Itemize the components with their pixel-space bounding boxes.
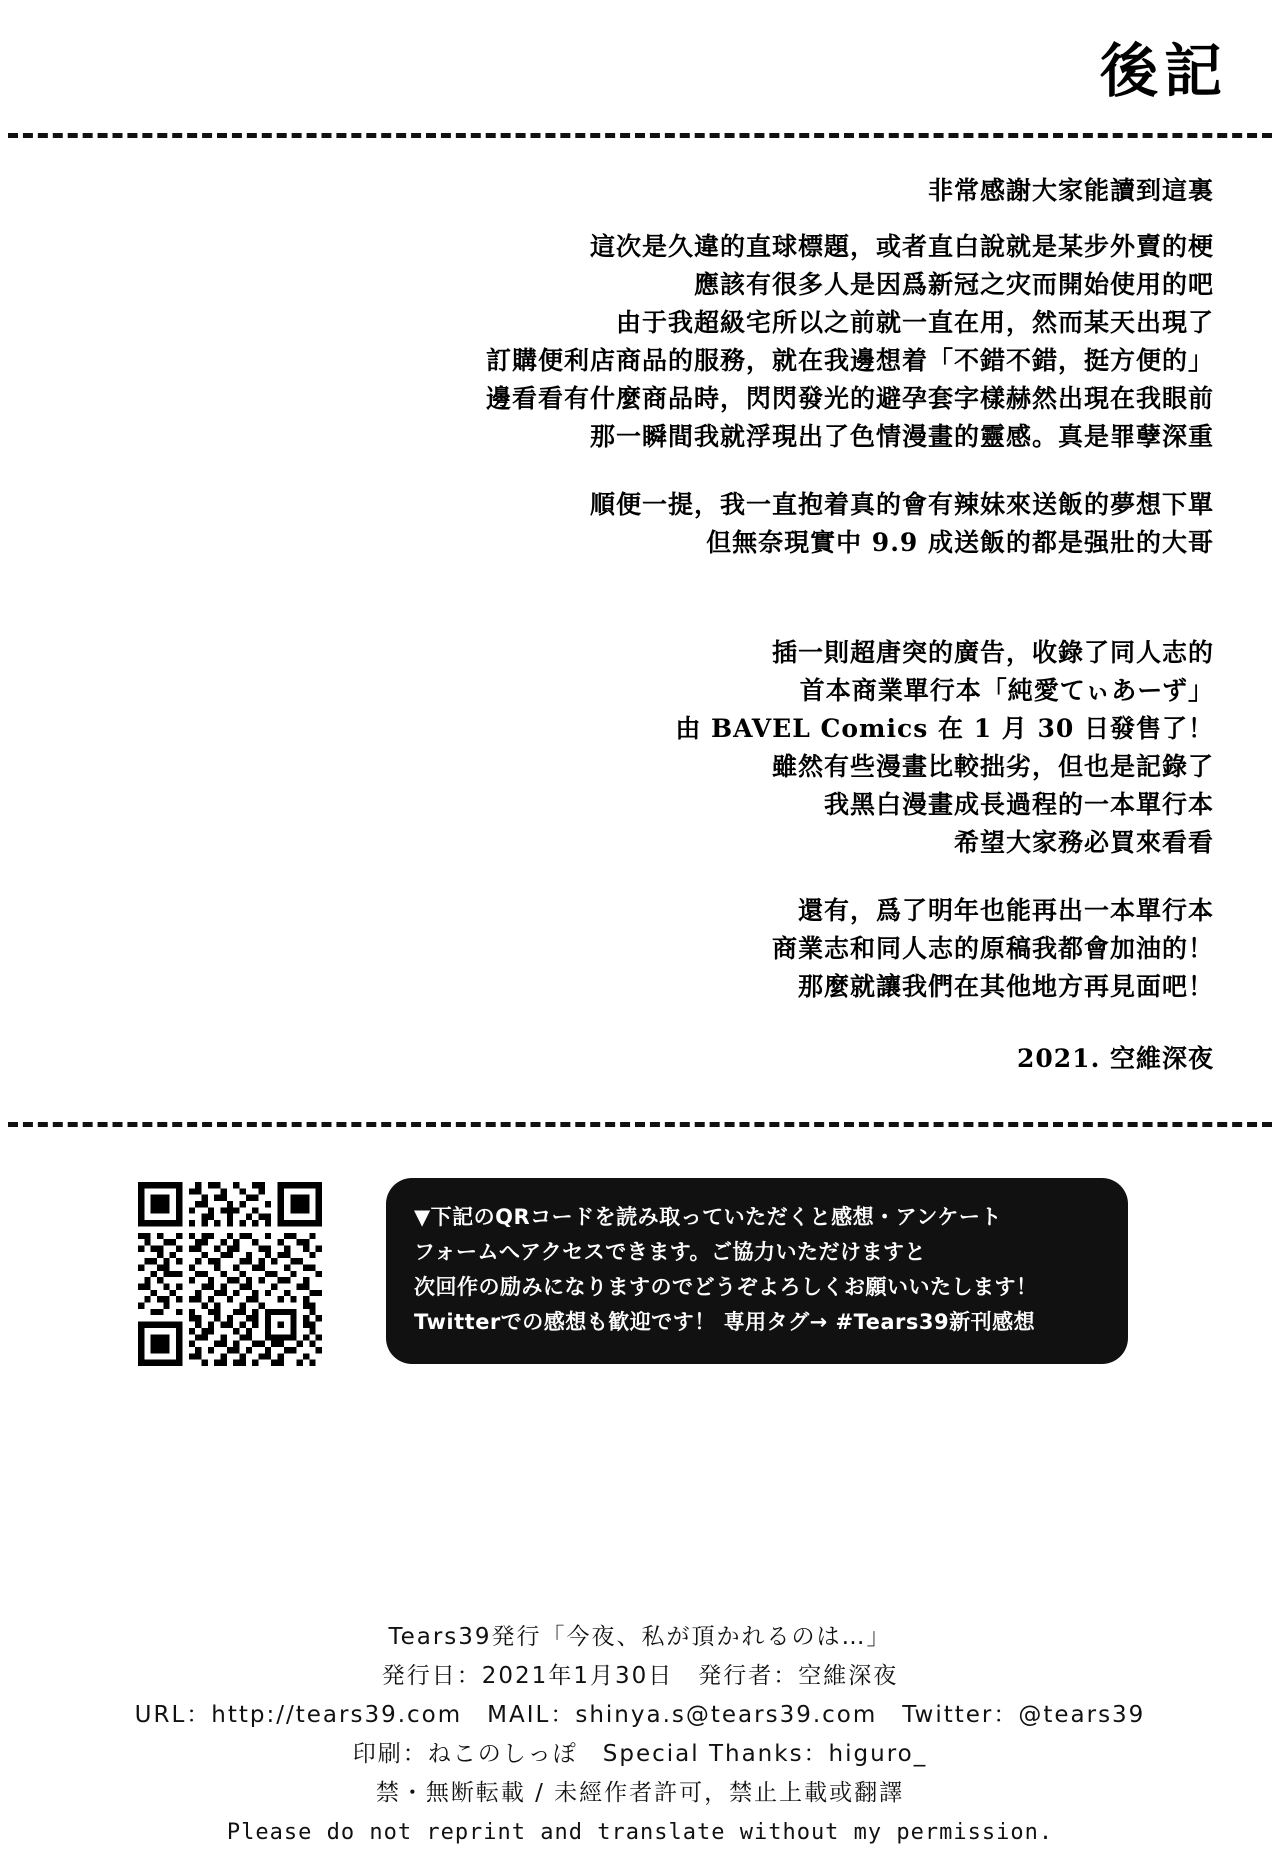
- paragraph-3-line-6: 希望大家務必買來看看: [953, 828, 1214, 857]
- colophon-date-line: 発行日：2021年1月30日 発行者：空維深夜: [381, 1663, 899, 1689]
- notice-line-2: フォームへアクセスできます。ご協力いただけますと: [414, 1240, 927, 1264]
- paragraph-2-line-2: 但無奈現實中 9.9 成送飯的都是强壯的大哥: [706, 528, 1214, 557]
- qr-code-icon[interactable]: [138, 1182, 322, 1366]
- notice-line-1: ▼下記のQRコードを読み取っていただくと感想・アンケート: [414, 1205, 1002, 1229]
- colophon-title-line: Tears39発行「今夜、私が頂かれるのは…」: [388, 1624, 892, 1650]
- notice-line-4: Twitterでの感想も歓迎です！ 専用タグ→ #Tears39新刊感想: [414, 1310, 1036, 1334]
- notice-line-3: 次回作の励みになりますのでどうぞよろしくお願いいたします！: [414, 1275, 1038, 1299]
- paragraph-1-line-6: 那一瞬間我就浮現出了色情漫畫的靈感。真是罪孽深重: [589, 422, 1214, 451]
- paragraph-1-line-2: 應該有很多人是因爲新冠之灾而開始使用的吧: [693, 270, 1214, 299]
- paragraph-3-line-2: 首本商業單行本「純愛てぃあーず」: [799, 676, 1214, 705]
- thanks-line: 非常感謝大家能讀到這裏: [927, 176, 1214, 205]
- paragraph-3-line-3: 由 BAVEL Comics 在 1 月 30 日發售了！: [675, 714, 1214, 743]
- colophon-print-line: 印刷：ねこのしっぽ Special Thanks：higuro_: [352, 1741, 928, 1767]
- colophon-rights-line: 禁・無断転載 / 未經作者許可，禁止上載或翻譯: [375, 1780, 905, 1806]
- paragraph-4-line-1: 還有，爲了明年也能再出一本單行本: [797, 896, 1214, 925]
- paragraph-4-line-2: 商業志和同人志的原稿我都會加油的！: [771, 934, 1214, 963]
- paragraph-1-line-4: 訂購便利店商品的服務，就在我邊想着「不錯不錯，挺方便的」: [485, 346, 1214, 375]
- qr-notice-area: [0, 1178, 1280, 1378]
- divider-top: [8, 133, 1272, 138]
- paragraph-3: [60, 634, 1214, 862]
- paragraph-2: [60, 486, 1214, 562]
- paragraph-3-line-4: 雖然有些漫畫比較拙劣，但也是記錄了: [771, 752, 1214, 781]
- paragraph-3-line-5: 我黑白漫畫成長過程的一本單行本: [823, 790, 1214, 819]
- paragraph-3-line-1: 插一則超唐突的廣告，收錄了同人志的: [771, 638, 1214, 667]
- paragraph-4: [60, 892, 1214, 1006]
- page-title: 後記: [1099, 37, 1228, 105]
- colophon-contact-line: URL：http://tears39.com MAIL：shinya.s@tears39.com Twitter：@tears39: [134, 1702, 1146, 1728]
- thanks-paragraph: [60, 172, 1214, 210]
- paragraph-1-line-3: 由于我超級宅所以之前就一直在用，然而某天出現了: [615, 308, 1214, 337]
- colophon: [0, 1618, 1280, 1852]
- paragraph-4-line-3: 那麼就讓我們在其他地方再見面吧！: [797, 972, 1214, 1001]
- afterword-body: [60, 172, 1214, 1078]
- paragraph-2-line-1: 順便一提，我一直抱着真的會有辣妹來送飯的夢想下單: [589, 490, 1214, 519]
- paragraph-1-line-1: 這次是久違的直球標題，或者直白說就是某步外賣的梗: [589, 232, 1214, 261]
- divider-bottom: [8, 1122, 1272, 1127]
- survey-notice: [386, 1178, 1128, 1364]
- signature: 2021. 空維深夜: [1017, 1044, 1214, 1073]
- paragraph-1: [60, 228, 1214, 456]
- paragraph-1-line-5: 邊看看有什麼商品時，閃閃發光的避孕套字樣赫然出現在我眼前: [485, 384, 1214, 413]
- spacer: [60, 592, 1214, 634]
- colophon-disclaimer: Please do not reprint and translate without my permission.: [226, 1820, 1054, 1845]
- spacer: [60, 210, 1214, 228]
